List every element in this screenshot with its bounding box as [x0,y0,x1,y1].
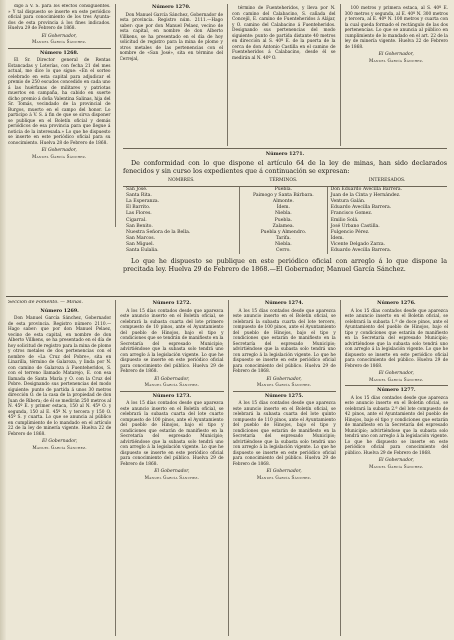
divider [120,391,223,392]
cell-interesado: José Urbano Castilla. [330,223,380,229]
notice-1273 [120,394,223,481]
notice-1274 [233,301,336,388]
cell-nombre: Cigarral. [126,217,147,223]
notice-body: A los 15 días contados desde que aparezca este anuncio inserto en el Boletín oficial, se celebrará la subasta 1.ª de doce pinos, ante el Ayuntamiento del pueblo de Hinojos, bajo el tipo y condiciones que estarán de manifiesto en la Secretaría del espresado Municipio; advirtiéndose que la subasta solo tendrá uno con arreglo á la legislación vigente. Lo que he dispuesto se inserte en este periódico oficial para conocimiento del público. Huelva 29 de Febrero de 1868. [344,308,448,369]
cell-nombre: San Benito. [126,223,153,229]
bottom-column-3 [233,300,336,636]
signature-title: El Gobernador, [266,376,302,382]
signature-name: Manuel García Sánchez. [32,39,87,44]
signature-name: Manuel García Sánchez. [256,382,312,387]
notice-title: Número 1274. [264,300,304,306]
cell-interesado: Ídem. [330,235,344,241]
cell-interesado: Eduardo Avecilla Barrera. [330,205,392,211]
notice-body: 100 metros y primera estaca, al S. 40º E. 300 metros y segunda, al E. 40º N. 300 metros y tercera, al E. 40º N. 100 metros y cuarta con la cual queda formado el rectángulo de las dos pertenencias. Lo que se anuncia al público en cumplimiento de lo mandado en el art. 22 de la ley de minería vigente. Huelva 22 de Febrero de 1868. [344,6,448,50]
cell-nombre: San Miguel. [126,241,155,247]
cell-nombre: Las Flores. [126,211,152,217]
cell-termino: Niebla. [240,242,327,248]
notice-title: Número 1275. [264,392,304,399]
cell-interesado: Francisco Gomez. [330,211,373,217]
top-column-1 [8,4,111,227]
signature-name: Manuel García Sánchez. [32,444,87,450]
notice-body: A los 15 días contados desde que aparezca este anuncio inserto en el Boletín oficial, se celebrará la subasta cuarta del lote quinto compuesto de 110 pinos, ante el Ayuntamiento del pueblo de Hinojos, bajo el tipo y condiciones que estarán de manifiesto en la Secretaría del espresado Municipio; advirtiéndose que la subasta solo tendrá uno con arreglo á la legislación vigente. Lo que he dispuesto se inserte en este periódico oficial para conocimiento del público. Huelva 29 de Febrero de 1868. [232,401,336,467]
cell-termino: Paimogo y Santa Bárbara. [240,193,327,199]
cell-interesado: Vicente Delgado Zarza. [330,241,386,247]
divider [233,391,336,392]
column-rule [115,300,116,636]
middle-notice-1271 [120,146,450,292]
cell-interesado: Ventura Galán. [330,199,366,205]
signature-title: El Gobernador, [154,469,190,474]
notice-body: Don Manuel García Sánchez, Gobernador de esta provincia. Registro número 2110.—Hago saber: que por don Manuel Pelaez, vecino de esta capital, en nombre de don Alberto Villkens, se ha presentado en el día de hoy solicitud de registro para la mina de plomo y otros metales de dos pertenencias con el nombre de «La Cruz del Pobre», sita en Linarilla, término de Galaroza, y linda por N. con camino de Galaroza á Fuenteheridos, S. con el terreno llamado Matarejo, E. con esa llamada de Santa María y O. con la Cruz del Pobre. Designando sus pertenencias del modo siguiente: punto de partida á unos 30 metros dirección O. de la casa de la propiedad de don Juan de Ribera; de él se medirán 250 metros al N. 45º E. y primer estaca, 150 al N. 45º O. y segunda, 150 al E. 45º N. y tercera y 150 O. 45º S. y cuarta. Lo que se anuncia al público en cumplimiento de lo mandado en el artículo 22 de la ley de minería vigente. Huelva 22 de Febrero de 1868. [8,316,112,437]
signature-name: Manuel García Sánchez. [369,57,424,63]
cell-nombre: Santa Rita. [126,193,152,199]
signature-title: El Gobernador, [41,148,77,153]
notice-title: Número 1276. [377,300,416,306]
cell-interesado: Emilio Solá. [330,217,359,223]
notice-body: A los 15 días contados desde que aparezca este anuncio inserto en el Boletín oficial, se celebrará la subasta cuarta del lote tercero, compuesto de 100 pinos, ante el Ayuntamiento del pueblo de Hinojos, bajo el tipo y condiciones que estarán de manifiesto en la Secretaría del espresado Municipio; advirtiéndose que la subasta solo tendrá uno con arreglo á la legislación vigente. Lo que he dispuesto se inserte en este periódico oficial para conocimiento del público. Huelva 29 de Febrero de 1868. [232,308,336,374]
notice-body: A los 15 días contados desde que aparezca este anuncio inserto en el Boletín oficial, se celebrará la subasta 2.ª del lote compuesto de 42 pinos, ante el Ayuntamiento del pueblo de Hinojos, bajo el tipo y condiciones que estarán de manifiesto en la Secretaría del espresado Municipio; advirtiéndose que la subasta solo tendrá uno con arreglo á la legislación vigente. Lo que he dispuesto se inserte en este periódico oficial para conocimiento del público. Huelva 29 de Febrero de 1868. [344,395,448,456]
column-rule [340,300,341,636]
cell-termino: Zalamea. [240,224,327,230]
notice-title: Número 1277. [377,387,416,393]
column-header-terminos: TÉRMINOS. [240,178,327,187]
bottom-column-2 [120,300,223,636]
signature-name: Manuel García Sánchez. [32,153,87,159]
cell-interesado: Fulgencio Pérez. [330,229,370,235]
notice-body: El Sr. Director general de Rentas Estancadas y Loterías, con fecha 21 del mes actual, me dice lo que sigue: «En el sorteo celebrado en esta capital para adjudicar el premio de 250 escudos concedido en cada uno á las huérfanas de militares y patriotas muertos en campaña, ha cabido en suerte dicho premio á doña Valentina Salinas, hija del Sr. Tomás, vecindado de la provincial de Burgos, muerto en el campo del honor. Lo participo á V. S. á fin de que se sirva disponer se publique en el Boletín oficial y demás periódicos de esa provincia para que llegue á noticia de la interesada.» Lo que he dispuesto se inserte en este periódico oficial para su conocimiento. Huelva 28 de Febrero de 1868. [8,58,111,146]
notice-body: A los 15 días contados desde que aparezca este anuncio inserto en el Boletín oficial, se celebrará la subasta cuarta del lote primero compuesto de 10 pinos, ante el Ayuntamiento del pueblo de Hinojos, bajo el tipo y condiciones que se tendrán de manifiesto en la Secretaría del espresado Municipio; advirtiéndose que la subasta solo tendrá uno con arreglo á la legislación vigente. Lo que he dispuesto se inserte en este periódico oficial para conocimiento del público. Huelva 29 de Febrero de 1868. [120,308,224,374]
notice-title: Número 1271. [265,151,305,157]
cell-termino: Almonte. [240,199,327,205]
cell-termino: Ídem. [240,205,327,211]
notice-body: digo á V. S. para los efectos consiguientes. » Y tal dispuesto se inserte en este periódico oficial para conocimiento de los tres Ayunta- dos de esta provincia á los fines indicados. Huelva 29 de Febrero de 1868. [8,4,111,31]
bottom-section [8,300,448,636]
notice-1277 [345,388,448,469]
signature-name: Manuel García Sánchez. [144,382,200,387]
page-binding-edge [0,0,6,640]
table-header-row [123,178,447,187]
cell-nombre: La Esperanza. [126,199,160,205]
cell-interesado: Don Eduardo Avecilla Barrera. [330,187,403,193]
table-row [123,248,447,254]
divider [8,48,111,49]
signature-title: El Gobernador, [378,52,414,57]
signature-title: El Gobernador, [154,376,190,382]
expedientes-table [123,178,447,254]
notice-title: Número 1269. [40,307,79,314]
signature-name: Manuel García Sánchez. [256,474,312,480]
cell-interesado: Juan de la Cinta y Hernández. [330,193,401,199]
notice-body: término de Fuenteheridos, y lleva por N. con camino del Calabacino, S. cañada del Concejil, E. camino de Fuenteheridos á Alájar, y O. camino del Calabacino á Fuenteheridos. Designando sus pertenencias del modo siguiente: punto de partida distante 40 metros en dirección al S. 40º E. de la puerta de la cerca de don Antonio Castilla en el camino de Fuenteheridos á Calabacino, desde él se medirán al N. 40º O. [232,6,336,61]
divider [345,385,448,386]
cell-nombre: El Barrito. [126,205,151,211]
notice-1275 [233,394,336,481]
divider [123,148,447,149]
cell-nombre: San Marcos. [126,235,156,241]
cell-termino: Tarifa. [240,236,327,242]
cell-nombre: Santa Eulalia. [126,248,159,254]
signature-title: El Gobernador, [41,33,77,39]
notice-1272 [120,301,223,388]
signature-title: El Gobernador, [378,458,414,463]
notice-1268 [8,51,111,160]
column-rule [115,4,116,227]
cell-nombre: Nuestra Señora de la Bella. [126,229,191,235]
notice-1276 [345,301,448,382]
section-divider [6,296,448,297]
notice-title: Número 1272. [152,300,192,306]
cell-termino: Cerro. [240,248,327,254]
table-body [123,187,447,255]
cell-termino: Puebla. [240,187,327,194]
notice-continuation [8,4,111,45]
notice-body: A los 15 días contados desde que aparezca este anuncio inserto en el Boletín oficial, se celebrará la subasta cuarta del lote cuarto compuesto de 100 pinos, ante el Ayuntamiento del pueblo de Hinojos, bajo el tipo y condiciones que estarán de manifiesto en la Secretaría del espresado Municipio; advirtiéndose que la subasta solo tendrá uno con arreglo á la legislación vigente. Lo que he dispuesto se inserte en este periódico oficial para conocimiento del público. Huelva 29 de Febrero de 1868. [120,401,224,467]
notice-closing: Lo que he dispuesto se publique en este periódico oficial con arreglo á lo que dispone la precitada ley. Huelva 29 de Febrero de 1868.—El Gobernador, Manuel García Sánchez. [123,257,447,274]
cell-interesado: Eduardo Avecilla Barrera. [330,248,392,254]
column-header-nombres: NOMBRES. [123,178,240,187]
signature-title: El Gobernador, [378,371,414,376]
cell-termino: Puebla y Almendro. [240,230,327,236]
bottom-column-1 [8,300,111,636]
signature-name: Manuel García Sánchez. [369,463,424,469]
cell-termino: Puebla. [240,218,327,224]
column-header-interesados: INTERESADOS. [327,178,447,187]
bottom-column-4 [345,300,448,636]
signature-name: Manuel García Sánchez. [369,376,424,382]
signature-title: El Gobernador, [42,439,78,444]
column-rule [228,300,229,636]
notice-intro: De conformidad con lo que dispone el artículo 64 de la ley de minas, han sido declarados fenecidos y sin curso los expedientes que á continuación se expresan: [123,159,447,175]
cell-termino: Niebla. [240,211,327,217]
notice-title: Número 1270. [152,4,191,10]
notice-body: Don Manuel García Sánchez, Gobernador de esta provincia. Registro núm. 2111.—Hago saber: que por don Manuel Pelaez, vecino de esta capital, en nombre de don Alberto Villkens, se ha presentado en el día de hoy solicitud de registro para la mina de plomo y otros metales de las pertenencias con el nombre de «San José», sita en término del Cerrejal, [119,12,223,62]
notice-title: Número 1268. [40,49,79,56]
notice-title: Número 1273. [152,392,192,399]
signature-title: El Gobernador, [266,469,302,474]
section-title: Sección de Fomento. — Minas. [8,300,83,305]
cell-nombre: San José. [126,187,148,193]
signature-name: Manuel García Sánchez. [144,474,200,480]
